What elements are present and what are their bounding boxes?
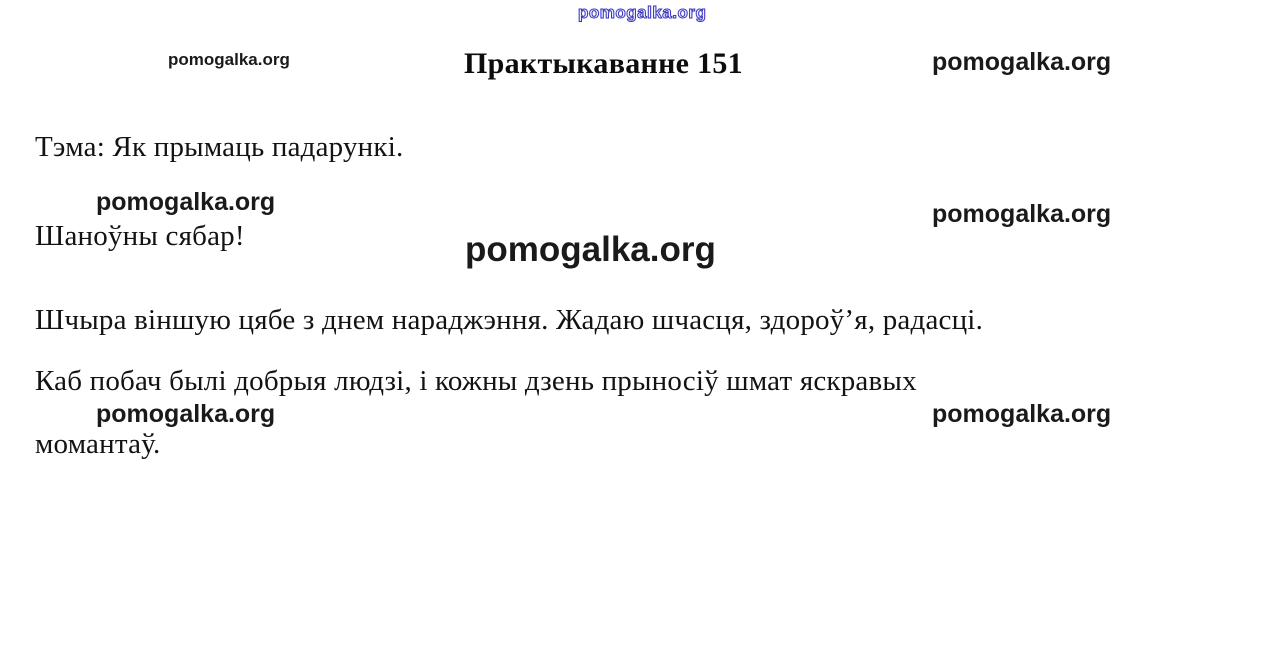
exercise-title: Практыкаванне 151 bbox=[464, 47, 743, 80]
greeting-line: Шаноўны сябар! bbox=[35, 220, 245, 252]
watermark-top-blue: pomogalka.org bbox=[578, 3, 707, 22]
sentence-1: Шчыра віншую цябе з днем нараджэння. Жадаю шчасця, здороў’я, радасці. bbox=[35, 304, 984, 336]
watermark-left-2: pomogalka.org bbox=[96, 188, 276, 216]
watermark-left-3: pomogalka.org bbox=[96, 400, 276, 428]
watermark-right-3: pomogalka.org bbox=[932, 400, 1112, 428]
topic-line: Тэма: Як прымаць падарункі. bbox=[35, 131, 404, 163]
sentence-2-line-1: Каб побач былі добрыя людзі, і кожны дзень прыносіў шмат яскравых bbox=[35, 365, 917, 397]
watermark-right-1: pomogalka.org bbox=[932, 48, 1112, 76]
watermark-right-2: pomogalka.org bbox=[932, 200, 1112, 228]
sentence-2-line-2: момантаў. bbox=[35, 428, 161, 460]
watermark-left-1: pomogalka.org bbox=[168, 50, 290, 69]
watermark-center-large: pomogalka.org bbox=[465, 230, 716, 269]
